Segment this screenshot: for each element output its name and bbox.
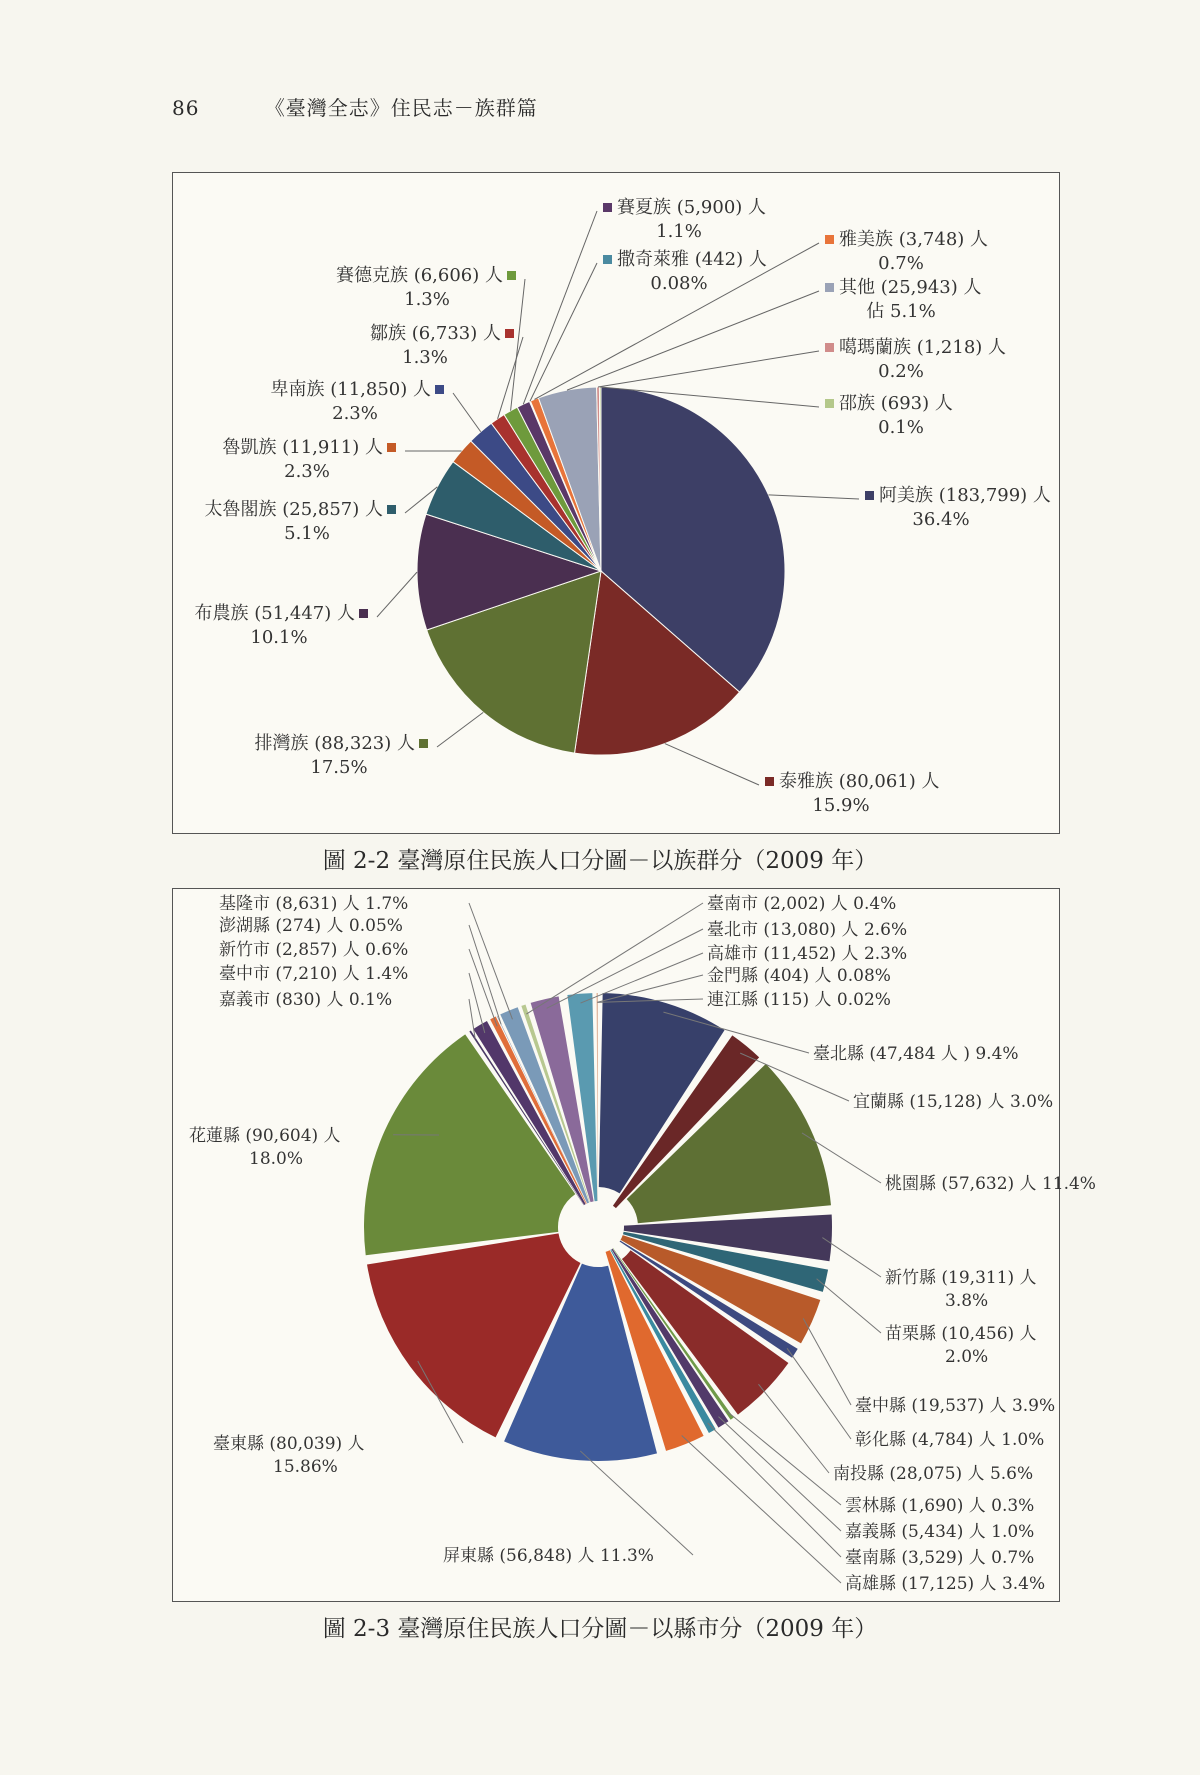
ethnic-pie-chart-frame <box>172 172 1060 834</box>
label-text-8: 賽德克族 (6,606) 人 <box>335 265 503 286</box>
legend-swatch-8 <box>507 271 516 280</box>
county-label-text-8: 雲林縣 (1,690) 人 0.3% <box>845 1496 1035 1516</box>
county-label-text-23: 金門縣 (404) 人 0.08% <box>707 966 891 986</box>
legend-swatch-1 <box>765 777 774 786</box>
county-label-12 <box>443 1451 693 1566</box>
label-9 <box>523 197 766 404</box>
label-text-7: 鄒族 (6,733) 人 <box>369 323 501 344</box>
label-text-12: 其他 (25,943) 人 <box>839 277 982 298</box>
county-label-text-6: 彰化縣 (4,784) 人 1.0% <box>855 1430 1045 1450</box>
label-pct-11: 0.7% <box>878 253 924 274</box>
label-text-11: 雅美族 (3,748) 人 <box>839 229 989 250</box>
legend-swatch-11 <box>825 235 834 244</box>
label-1 <box>665 744 940 816</box>
county-label-text-20: 臺南市 (2,002) 人 0.4% <box>707 894 897 914</box>
label-text-6: 卑南族 (11,850) 人 <box>270 379 431 400</box>
legend-swatch-2 <box>419 739 428 748</box>
county-label-text-4: 苗栗縣 (10,456) 人 2.0% <box>885 1324 1037 1367</box>
label-pct-12: 佔 5.1% <box>866 301 936 322</box>
label-0 <box>769 485 1051 530</box>
label-text-13: 噶瑪蘭族 (1,218) 人 <box>839 337 1007 358</box>
label-pct-6: 2.3% <box>332 403 378 424</box>
ethnic-chart-caption: 圖 2-2 臺灣原住民族人口分圖－以族群分（2009 年） <box>322 848 878 874</box>
label-pct-10: 0.08% <box>650 273 708 294</box>
county-label-text-2: 桃園縣 (57,632) 人 11.4% <box>885 1174 1096 1194</box>
county-label-text-22: 高雄市 (11,452) 人 2.3% <box>707 944 908 964</box>
county-pie-chart <box>173 889 1096 1601</box>
county-label-text-15: 嘉義市 (830) 人 0.1% <box>219 990 393 1010</box>
county-label-text-9: 嘉義縣 (5,434) 人 1.0% <box>845 1522 1035 1542</box>
county-label-2 <box>802 1133 1096 1194</box>
county-label-text-16: 臺中市 (7,210) 人 1.4% <box>219 964 409 984</box>
label-pct-7: 1.3% <box>402 347 448 368</box>
legend-swatch-3 <box>359 609 368 618</box>
legend-swatch-7 <box>505 329 514 338</box>
county-label-text-21: 臺北市 (13,080) 人 2.6% <box>707 920 908 940</box>
label-5 <box>223 437 462 482</box>
county-label-text-3: 新竹縣 (19,311) 人 3.8% <box>885 1268 1037 1311</box>
label-pct-2: 17.5% <box>310 757 368 778</box>
label-pct-13: 0.2% <box>878 361 924 382</box>
label-pct-3: 10.1% <box>250 627 308 648</box>
label-13 <box>598 337 1006 387</box>
label-text-1: 泰雅族 (80,061) 人 <box>779 771 940 792</box>
county-label-text-7: 南投縣 (28,075) 人 5.6% <box>833 1464 1034 1484</box>
label-pct-8: 1.3% <box>404 289 450 310</box>
county-pie-chart-frame <box>172 888 1096 1602</box>
label-pct-1: 15.9% <box>812 795 870 816</box>
label-7 <box>370 323 523 419</box>
county-label-text-10: 臺南縣 (3,529) 人 0.7% <box>845 1548 1035 1568</box>
label-pct-9: 1.1% <box>656 221 702 242</box>
page-header <box>172 92 538 121</box>
county-label-text-13: 臺東縣 (80,039) 人 15.86% <box>213 1434 365 1477</box>
county-label-text-11: 高雄縣 (17,125) 人 3.4% <box>845 1574 1046 1594</box>
county-label-text-1: 宜蘭縣 (15,128) 人 3.0% <box>853 1092 1054 1112</box>
label-2 <box>255 712 484 778</box>
label-pct-4: 5.1% <box>284 523 330 544</box>
label-text-9: 賽夏族 (5,900) 人 <box>617 197 767 218</box>
label-pct-5: 2.3% <box>284 461 330 482</box>
legend-swatch-0 <box>865 491 874 500</box>
county-label-text-5: 臺中縣 (19,537) 人 3.9% <box>855 1396 1056 1416</box>
county-label-text-14: 花蓮縣 (90,604) 人 18.0% <box>189 1126 341 1169</box>
legend-swatch-14 <box>825 399 834 408</box>
label-text-5: 魯凱族 (11,911) 人 <box>222 437 383 458</box>
ethnic-pie-chart <box>173 173 1059 833</box>
county-label-3 <box>822 1238 1036 1311</box>
label-3 <box>195 572 417 648</box>
county-label-text-19: 基隆市 (8,631) 人 1.7% <box>219 894 409 914</box>
label-text-4: 太魯閣族 (25,857) 人 <box>204 499 383 520</box>
county-label-text-17: 新竹市 (2,857) 人 0.6% <box>219 940 409 960</box>
county-label-text-18: 澎湖縣 (274) 人 0.05% <box>219 916 403 936</box>
legend-swatch-5 <box>387 443 396 452</box>
county-label-text-12: 屏東縣 (56,848) 人 11.3% <box>443 1546 654 1566</box>
legend-swatch-9 <box>603 203 612 212</box>
label-4 <box>205 487 438 544</box>
county-chart-caption: 圖 2-3 臺灣原住民族人口分圖－以縣市分（2009 年） <box>322 1616 878 1642</box>
label-pct-0: 36.4% <box>912 509 970 530</box>
legend-swatch-6 <box>435 385 444 394</box>
legend-swatch-12 <box>825 283 834 292</box>
county-label-text-24: 連江縣 (115) 人 0.02% <box>707 990 891 1010</box>
label-text-14: 邵族 (693) 人 <box>839 393 953 414</box>
label-text-0: 阿美族 (183,799) 人 <box>879 485 1051 506</box>
label-text-2: 排灣族 (88,323) 人 <box>254 733 415 754</box>
legend-swatch-13 <box>825 343 834 352</box>
county-label-text-0: 臺北縣 (47,484 人 ) 9.4% <box>813 1044 1019 1064</box>
county-label-15 <box>219 990 475 1039</box>
label-pct-14: 0.1% <box>878 417 924 438</box>
label-6 <box>271 378 481 432</box>
legend-swatch-4 <box>387 505 396 514</box>
book-title: 《臺灣全志》住民志－族群篇 <box>264 96 538 120</box>
legend-swatch-10 <box>603 255 612 264</box>
county-label-4 <box>817 1279 1037 1367</box>
label-text-10: 撒奇萊雅 (442) 人 <box>617 249 767 270</box>
page-number: 86 <box>172 96 200 120</box>
label-text-3: 布農族 (51,447) 人 <box>194 603 355 624</box>
